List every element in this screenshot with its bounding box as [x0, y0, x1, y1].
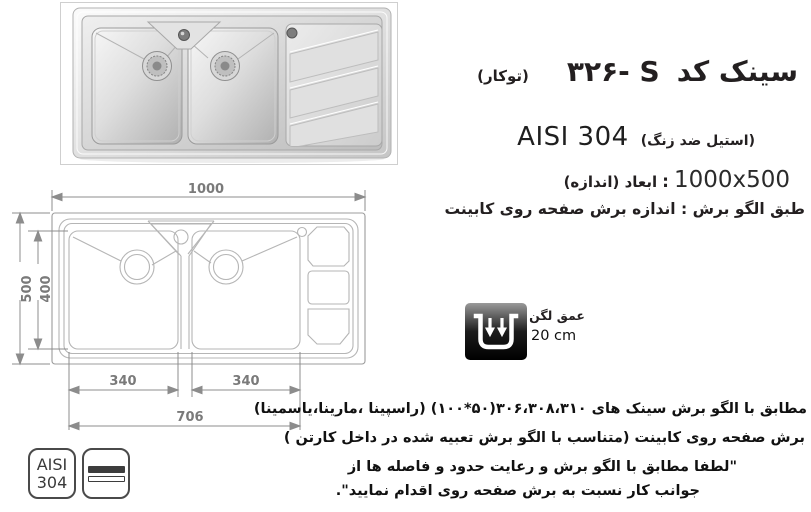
- sink-photo: [60, 2, 398, 165]
- footnote-line-2: برش صفحه روی کابینت (متناسب با الگو برش تعبیه شده در داخل کارتن ): [283, 430, 805, 446]
- title-model-code: ۳۲۶- S: [566, 55, 661, 88]
- drawing-faucet-hole-center: [174, 230, 188, 244]
- dim-label-inner-height: 400: [39, 275, 54, 303]
- bowl-depth-label: عمق لگن: [529, 308, 585, 323]
- dim-label-bowl1: 340: [109, 374, 137, 389]
- aisi-badge-line1: AISI: [36, 454, 68, 474]
- title-mount-note: (توکار): [477, 67, 529, 85]
- photo-left-drain: [143, 52, 172, 81]
- dim-label-bowl2: 340: [232, 374, 260, 389]
- drawing-left-bowl: [69, 231, 178, 349]
- dimensions-label: ابعاد (اندازه): [563, 173, 658, 191]
- footnote-line-4: جوانب کار نسبت به برش صفحه روی اقدام نمایید".: [335, 483, 700, 499]
- photo-faucet-hole-center: [179, 30, 190, 41]
- footnote-line-1: مطابق با الگو برش سینک های ۳۰۶،۳۰۸،۳۱۰(۵۰*۱۰۰) (راسپینا ،مارینا،یاسمینا): [253, 401, 807, 417]
- aisi-badge-line2: 304: [36, 472, 68, 492]
- dimensions-line: [564, 167, 790, 193]
- photo-right-drain: [211, 52, 240, 81]
- footnote-line-3: "لطفا مطابق با الگو برش و رعایت حدود و فاصله ها از: [347, 459, 737, 475]
- product-title: [477, 55, 798, 88]
- drawing-right-bowl: [192, 231, 300, 349]
- dim-label-height: 500: [20, 275, 35, 303]
- steel-grade: AISI 304: [517, 122, 629, 152]
- dim-label-width: 1000: [187, 182, 225, 197]
- steel-sheet-outline-bar: [88, 476, 125, 482]
- aisi-304-badge: [28, 448, 76, 499]
- steel-sheet-icon: [82, 448, 130, 499]
- steel-sheet-solid-bar: [88, 466, 125, 473]
- steel-grade-line: [517, 122, 755, 152]
- photo-left-bowl: [92, 28, 182, 144]
- title-label: سینک کد: [676, 55, 798, 88]
- photo-right-bowl: [188, 28, 278, 144]
- bowl-depth-icon: [465, 303, 527, 360]
- cut-pattern-line: طبق الگو برش : اندازه برش صفحه روی کابینت: [444, 200, 805, 218]
- dim-label-bowls-span: 706: [176, 410, 204, 425]
- photo-faucet-hole-right: [287, 28, 297, 38]
- steel-grade-note: (استیل ضد زنگ): [640, 133, 755, 149]
- drawing-faucet-hole-right: [298, 228, 307, 237]
- dimensions-separator: :: [662, 172, 669, 192]
- bowl-depth-value: 20 cm: [531, 328, 577, 344]
- dimensions-value: 1000x500: [673, 167, 790, 193]
